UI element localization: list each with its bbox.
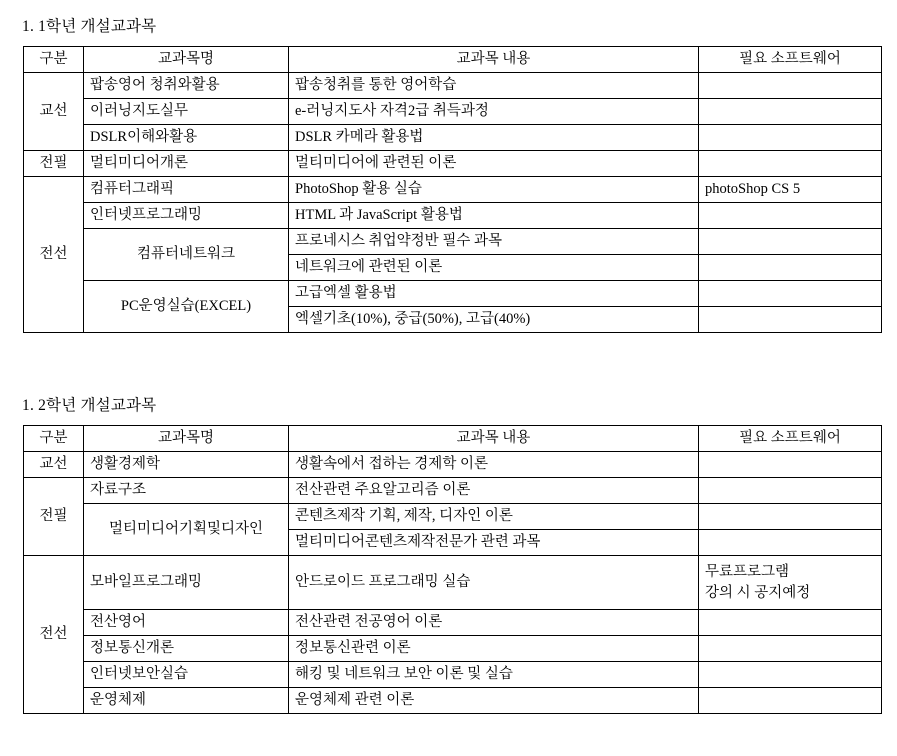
cell-software (699, 307, 882, 333)
cell-course-name: 멀티미디어기획및디자인 (84, 504, 289, 556)
cell-course-name: 자료구조 (84, 478, 289, 504)
cell-course-desc: 멀티미디어콘텐츠제작전문가 관련 과목 (289, 530, 699, 556)
cell-software (699, 125, 882, 151)
cell-software (699, 478, 882, 504)
cell-course-desc: HTML 과 JavaScript 활용법 (289, 203, 699, 229)
header-course-name: 교과목명 (84, 47, 289, 73)
cell-software (699, 530, 882, 556)
cell-course-desc: 안드로이드 프로그래밍 실습 (289, 556, 699, 610)
cell-software (699, 255, 882, 281)
header-software: 필요 소프트웨어 (699, 426, 882, 452)
cell-division: 전선 (24, 556, 84, 714)
cell-course-name: PC운영실습(EXCEL) (84, 281, 289, 333)
cell-course-desc: 해킹 및 네트워크 보안 이론 및 실습 (289, 662, 699, 688)
cell-software: photoShop CS 5 (699, 177, 882, 203)
cell-course-name: 모바일프로그래밍 (84, 556, 289, 610)
cell-course-name: 컴퓨터그래픽 (84, 177, 289, 203)
course-table-year2 (23, 425, 882, 714)
cell-course-desc: 엑셀기초(10%), 중급(50%), 고급(40%) (289, 307, 699, 333)
cell-division: 교선 (24, 452, 84, 478)
cell-division: 전선 (24, 177, 84, 333)
cell-software (699, 281, 882, 307)
cell-course-desc: 전산관련 전공영어 이론 (289, 610, 699, 636)
cell-course-name: 이러닝지도실무 (84, 99, 289, 125)
cell-software (699, 229, 882, 255)
table-header-row (24, 47, 882, 73)
table-header-row (24, 426, 882, 452)
section-spacer (18, 333, 879, 389)
cell-division: 전필 (24, 478, 84, 556)
software-line-1: 무료프로그램 (705, 563, 790, 580)
cell-software (699, 99, 882, 125)
cell-software (699, 73, 882, 99)
table-row (24, 281, 882, 307)
cell-course-desc: 정보통신관련 이론 (289, 636, 699, 662)
header-course-name: 교과목명 (84, 426, 289, 452)
cell-software (699, 452, 882, 478)
cell-course-name: 인터넷보안실습 (84, 662, 289, 688)
cell-course-desc: e-러닝지도사 자격2급 취득과정 (289, 99, 699, 125)
table-row (24, 99, 882, 125)
cell-software (699, 688, 882, 714)
cell-course-name: DSLR이해와활용 (84, 125, 289, 151)
header-course-desc: 교과목 내용 (289, 426, 699, 452)
cell-course-desc: 고급엑셀 활용법 (289, 281, 699, 307)
cell-software (699, 662, 882, 688)
cell-software (699, 556, 882, 610)
header-division: 구분 (24, 426, 84, 452)
cell-course-name: 정보통신개론 (84, 636, 289, 662)
cell-course-desc: 생활속에서 접하는 경제학 이론 (289, 452, 699, 478)
table-row (24, 636, 882, 662)
cell-course-desc: 프로네시스 취업약정반 필수 과목 (289, 229, 699, 255)
table-row (24, 452, 882, 478)
cell-course-name: 팝송영어 청취와활용 (84, 73, 289, 99)
cell-course-name: 전산영어 (84, 610, 289, 636)
cell-course-name: 운영체제 (84, 688, 289, 714)
table-row (24, 151, 882, 177)
table-row (24, 478, 882, 504)
cell-software (699, 151, 882, 177)
cell-course-desc: 팝송청취를 통한 영어학습 (289, 73, 699, 99)
cell-course-desc: PhotoShop 활용 실습 (289, 177, 699, 203)
course-table-year1 (23, 46, 882, 333)
cell-course-desc: 콘텐츠제작 기획, 제작, 디자인 이론 (289, 504, 699, 530)
software-line-2: 강의 시 공지예정 (705, 584, 811, 601)
cell-software (699, 610, 882, 636)
cell-software (699, 636, 882, 662)
cell-course-desc: 운영체제 관련 이론 (289, 688, 699, 714)
table-row (24, 177, 882, 203)
header-software: 필요 소프트웨어 (699, 47, 882, 73)
cell-course-desc: 네트워크에 관련된 이론 (289, 255, 699, 281)
table-row (24, 229, 882, 255)
cell-course-name: 생활경제학 (84, 452, 289, 478)
table-row (24, 125, 882, 151)
table-row (24, 556, 882, 610)
header-division: 구분 (24, 47, 84, 73)
cell-course-desc: DSLR 카메라 활용법 (289, 125, 699, 151)
table-row (24, 610, 882, 636)
table-row (24, 504, 882, 530)
section-title-2: 1. 2학년 개설교과목 (22, 397, 157, 415)
table-row (24, 688, 882, 714)
table-row (24, 73, 882, 99)
cell-division: 교선 (24, 73, 84, 151)
cell-course-desc: 전산관련 주요알고리즘 이론 (289, 478, 699, 504)
cell-course-name: 인터넷프로그래밍 (84, 203, 289, 229)
cell-course-desc: 멀티미디어에 관련된 이론 (289, 151, 699, 177)
cell-division: 전필 (24, 151, 84, 177)
header-course-desc: 교과목 내용 (289, 47, 699, 73)
cell-software (699, 203, 882, 229)
section-title-1: 1. 1학년 개설교과목 (22, 18, 157, 35)
cell-course-name: 컴퓨터네트워크 (84, 229, 289, 281)
cell-software (699, 504, 882, 530)
table-row (24, 203, 882, 229)
cell-course-name: 멀티미디어개론 (84, 151, 289, 177)
table-row (24, 662, 882, 688)
